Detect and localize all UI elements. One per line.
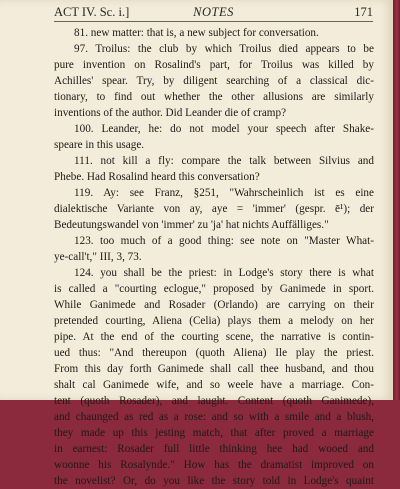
header-rule — [54, 21, 373, 22]
text-line: in earnest: Rosader full little thinking hee had wooed and — [54, 443, 374, 455]
running-header — [54, 5, 373, 21]
text-line: is called a "courting eclogue," proposed by Ganimede in sport. — [54, 283, 374, 295]
text-line: inventions of the author. Did Leander die of cramp? — [54, 107, 287, 119]
text-line: From this day forth Ganimede shall call thee husband, and thou — [54, 363, 374, 375]
text-line: ye-call't," III, 3, 73. — [54, 251, 142, 263]
header-title: NOTES — [193, 5, 234, 19]
text-line: 123. too much of a good thing: see note on "Master What- — [74, 235, 374, 247]
header-act-scene: ACT IV. Sc. i.] — [54, 5, 130, 19]
text-line: 97. Troilus: the club by which Troilus died appears to be — [74, 43, 374, 55]
text-line: the novelist? Or, do you like the story told in Lodge's quaint — [54, 475, 374, 487]
text-line: and chaunged as red as a rose: and so with a smile and a blush, — [54, 411, 374, 423]
text-line: 81. new matter: that is, a new subject for conversation. — [74, 27, 319, 39]
text-line: shalt cal Ganimede wife, and so weele have a marriage. Con- — [54, 379, 374, 391]
book-cover-edge — [393, 0, 400, 400]
text-line: 124. you shall be the priest: in Lodge's story there is what — [74, 267, 374, 279]
notes-body — [54, 25, 374, 489]
text-line: ued thus: "And thereupon (quoth Aliena) Ile play the priest. — [54, 347, 374, 359]
text-line: Phebe. Had Rosalind heard this conversation? — [54, 171, 260, 183]
text-line: 119. Ay: see Franz, §251, "Wahrscheinlich ist es eine — [74, 187, 374, 199]
page-number: 171 — [354, 5, 373, 19]
text-line: they made up this jesting match, that after proved a marriage — [54, 427, 374, 439]
text-line: While Ganimede and Rosader (Orlando) are carrying on their — [54, 299, 374, 311]
text-line: speare in this usage. — [54, 139, 145, 151]
text-line: Bedeutungswandel von 'immer' zu 'ja' hat nichts Auffälliges." — [54, 219, 329, 231]
text-line: 100. Leander, he: do not model your speech after Shake- — [74, 123, 374, 135]
text-line: dialektische Variante von ay, aye = 'immer' (gespr. ē¹); der — [54, 203, 374, 215]
text-line: 111. not kill a fly: compare the talk between Silvius and — [74, 155, 374, 167]
text-line: tent (quoth Rosader), and laught. Content (quoth Ganimede), — [54, 395, 374, 407]
text-line: pretended courting, Aliena (Celia) plays them a melody on her — [54, 315, 374, 327]
text-line: pipe. At the end of the courting scene, the narrative is contin- — [54, 331, 374, 343]
text-line: tionary, to find out whether the other allusions are similarly — [54, 91, 374, 103]
text-line: pure invention on Rosalind's part, for Troilus was killed by — [54, 59, 374, 71]
text-line: woonne his Rosalynde." How has the dramatist improved on — [54, 459, 374, 471]
text-line: Achilles' spear. Try, by diligent searching of a classical dic- — [54, 75, 374, 87]
